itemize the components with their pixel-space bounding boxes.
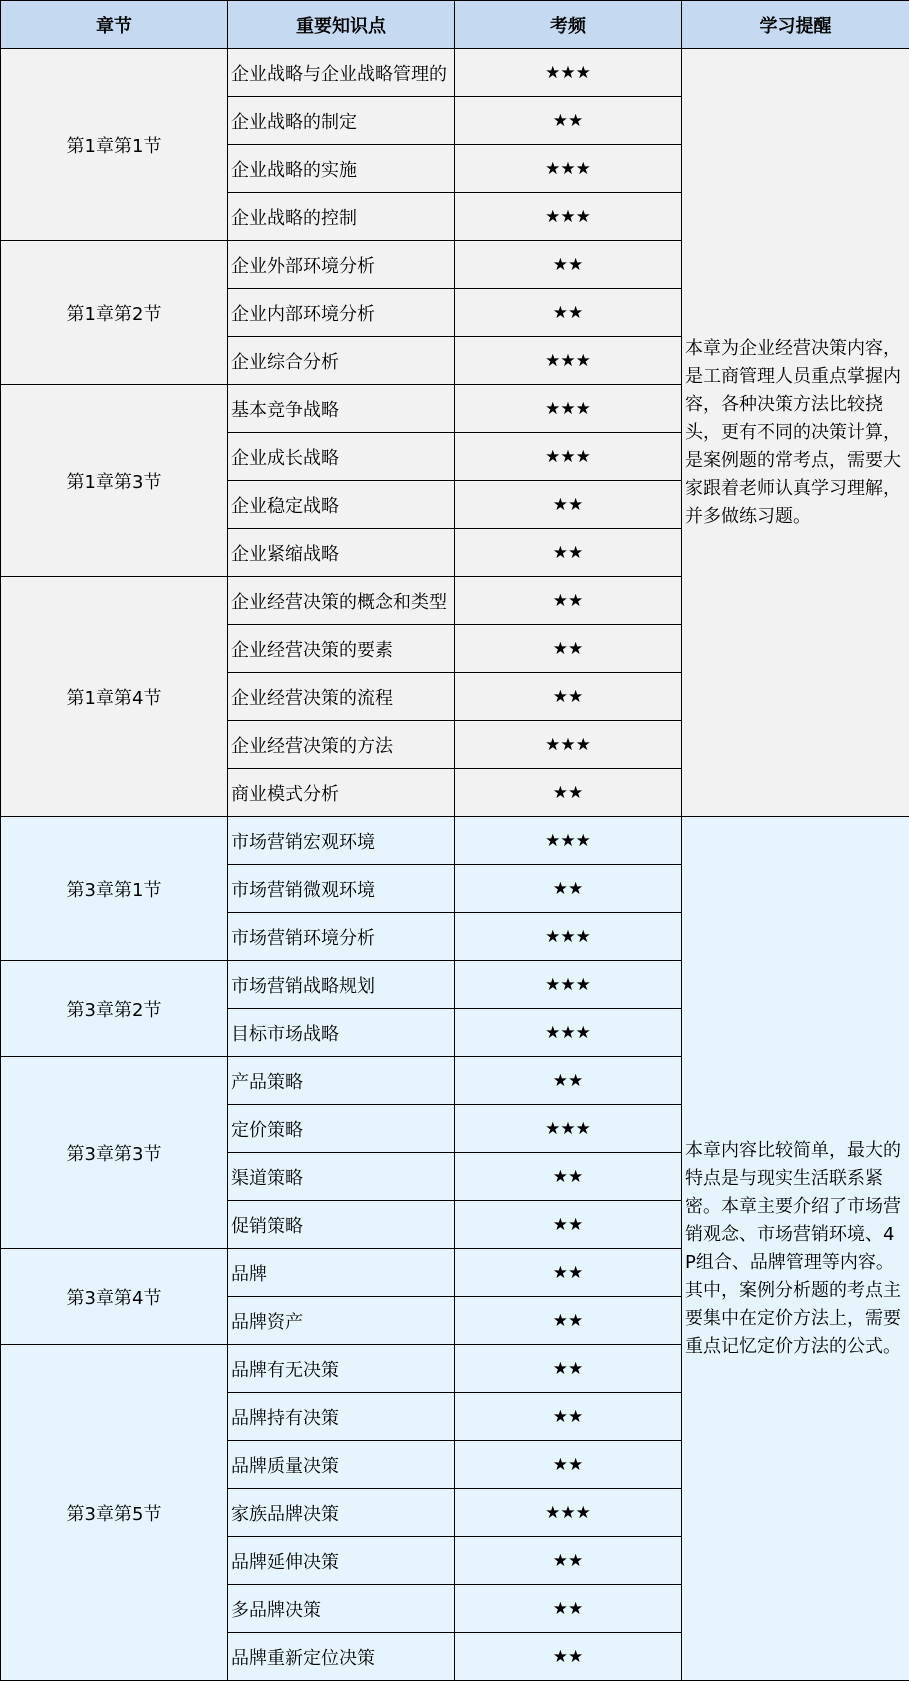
frequency-stars: ★★★	[455, 961, 682, 1009]
chapter-cell: 第1章第4节	[1, 577, 228, 817]
frequency-stars: ★★	[455, 865, 682, 913]
key-point-cell: 企业成长战略	[228, 433, 455, 481]
key-point-cell: 企业战略的控制	[228, 193, 455, 241]
frequency-stars: ★★	[455, 289, 682, 337]
header-frequency: 考频	[455, 1, 682, 49]
key-point-cell: 家族品牌决策	[228, 1489, 455, 1537]
key-point-cell: 促销策略	[228, 1201, 455, 1249]
key-point-cell: 商业模式分析	[228, 769, 455, 817]
key-point-cell: 市场营销宏观环境	[228, 817, 455, 865]
frequency-stars: ★★★	[455, 193, 682, 241]
header-chapter: 章节	[1, 1, 228, 49]
frequency-stars: ★★	[455, 769, 682, 817]
key-point-cell: 品牌	[228, 1249, 455, 1297]
key-point-cell: 渠道策略	[228, 1153, 455, 1201]
key-point-cell: 企业战略的制定	[228, 97, 455, 145]
frequency-stars: ★★	[455, 1393, 682, 1441]
key-point-cell: 基本竞争战略	[228, 385, 455, 433]
frequency-stars: ★★★	[455, 433, 682, 481]
key-point-cell: 企业战略的实施	[228, 145, 455, 193]
frequency-stars: ★★★	[455, 145, 682, 193]
frequency-stars: ★★	[455, 625, 682, 673]
key-point-cell: 品牌持有决策	[228, 1393, 455, 1441]
table-body	[1, 49, 909, 1681]
frequency-stars: ★★★	[455, 1489, 682, 1537]
key-point-cell: 企业经营决策的流程	[228, 673, 455, 721]
chapter-cell: 第1章第3节	[1, 385, 228, 577]
frequency-stars: ★★★	[455, 385, 682, 433]
key-point-cell: 定价策略	[228, 1105, 455, 1153]
key-point-cell: 企业经营决策的方法	[228, 721, 455, 769]
key-point-cell: 企业综合分析	[228, 337, 455, 385]
frequency-stars: ★★	[455, 1297, 682, 1345]
key-point-cell: 企业战略与企业战略管理的	[228, 49, 455, 97]
table-row	[1, 49, 909, 97]
key-point-cell: 多品牌决策	[228, 1585, 455, 1633]
key-point-cell: 产品策略	[228, 1057, 455, 1105]
chapter-cell: 第3章第5节	[1, 1345, 228, 1681]
key-point-cell: 市场营销战略规划	[228, 961, 455, 1009]
frequency-stars: ★★★	[455, 49, 682, 97]
study-tip-cell: 本章内容比较简单，最大的特点是与现实生活联系紧密。本章主要介绍了市场营销观念、市场营销环境、4P组合、品牌管理等内容。其中，案例分析题的考点主要集中在定价方法上，需要重点记忆定价方法的公式。	[682, 817, 909, 1681]
key-point-cell: 品牌延伸决策	[228, 1537, 455, 1585]
key-point-cell: 企业紧缩战略	[228, 529, 455, 577]
frequency-stars: ★★	[455, 1201, 682, 1249]
chapter-cell: 第3章第3节	[1, 1057, 228, 1249]
frequency-stars: ★★	[455, 241, 682, 289]
table-row	[1, 817, 909, 865]
key-point-cell: 目标市场战略	[228, 1009, 455, 1057]
frequency-stars: ★★★	[455, 337, 682, 385]
frequency-stars: ★★	[455, 481, 682, 529]
frequency-stars: ★★	[455, 529, 682, 577]
frequency-stars: ★★	[455, 577, 682, 625]
key-point-cell: 品牌重新定位决策	[228, 1633, 455, 1681]
frequency-stars: ★★	[455, 1249, 682, 1297]
header-study-tip: 学习提醒	[682, 1, 909, 49]
key-point-cell: 品牌有无决策	[228, 1345, 455, 1393]
key-point-cell: 企业经营决策的概念和类型	[228, 577, 455, 625]
key-point-cell: 企业稳定战略	[228, 481, 455, 529]
frequency-stars: ★★	[455, 1537, 682, 1585]
frequency-stars: ★★	[455, 97, 682, 145]
frequency-stars: ★★	[455, 1633, 682, 1681]
chapter-cell: 第1章第1节	[1, 49, 228, 241]
frequency-stars: ★★	[455, 673, 682, 721]
chapter-cell: 第3章第1节	[1, 817, 228, 961]
frequency-stars: ★★★	[455, 817, 682, 865]
key-point-cell: 企业外部环境分析	[228, 241, 455, 289]
frequency-stars: ★★	[455, 1153, 682, 1201]
chapter-cell: 第3章第4节	[1, 1249, 228, 1345]
frequency-stars: ★★★	[455, 721, 682, 769]
key-point-cell: 企业经营决策的要素	[228, 625, 455, 673]
header-key-point: 重要知识点	[228, 1, 455, 49]
key-point-cell: 品牌质量决策	[228, 1441, 455, 1489]
key-point-cell: 市场营销环境分析	[228, 913, 455, 961]
frequency-stars: ★★	[455, 1345, 682, 1393]
frequency-stars: ★★★	[455, 913, 682, 961]
chapter-cell: 第3章第2节	[1, 961, 228, 1057]
header-row	[1, 1, 909, 49]
frequency-stars: ★★	[455, 1441, 682, 1489]
frequency-stars: ★★★	[455, 1009, 682, 1057]
frequency-stars: ★★★	[455, 1105, 682, 1153]
study-tip-cell: 本章为企业经营决策内容，是工商管理人员重点掌握内容，各种决策方法比较挠头，更有不同的决策计算，是案例题的常考点，需要大家跟着老师认真学习理解，并多做练习题。	[682, 49, 909, 817]
frequency-stars: ★★	[455, 1057, 682, 1105]
key-point-cell: 品牌资产	[228, 1297, 455, 1345]
chapter-cell: 第1章第2节	[1, 241, 228, 385]
key-point-cell: 市场营销微观环境	[228, 865, 455, 913]
frequency-stars: ★★	[455, 1585, 682, 1633]
key-point-cell: 企业内部环境分析	[228, 289, 455, 337]
